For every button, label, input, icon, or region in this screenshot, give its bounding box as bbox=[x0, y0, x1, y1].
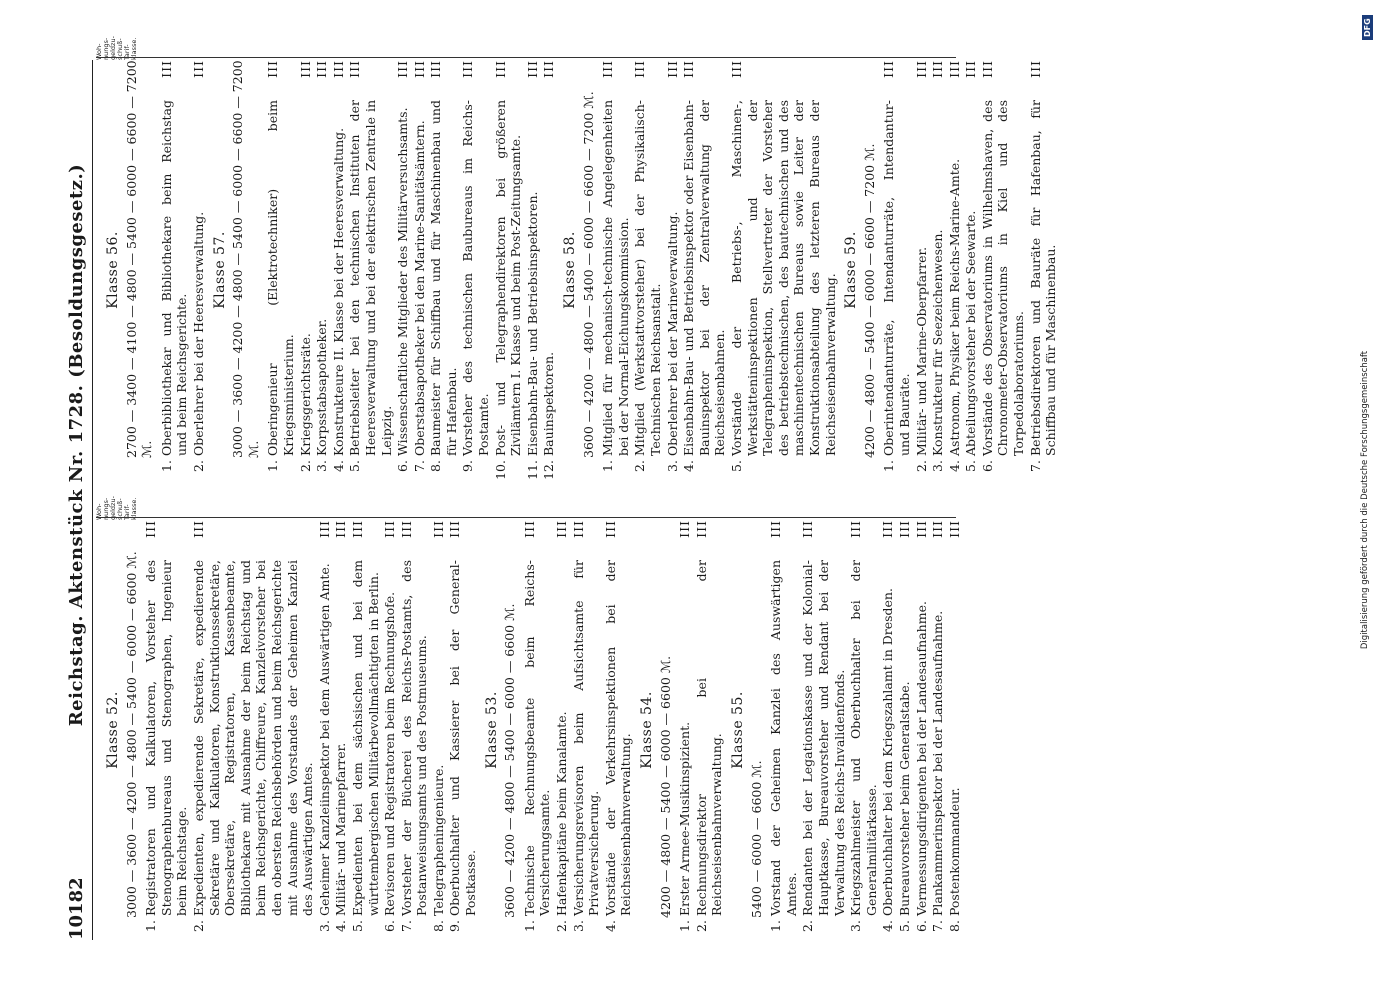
item-number: 6. bbox=[913, 920, 929, 932]
list-item bbox=[800, 520, 847, 940]
item-number: 8. bbox=[946, 920, 962, 932]
item-number: 7. bbox=[411, 460, 427, 472]
item-text: Vorstände der Verkehrsinspektionen bei der Reichseisenbahnverwaltung. bbox=[602, 560, 634, 916]
tariff-class: III bbox=[333, 520, 349, 538]
item-number: 1. bbox=[521, 920, 537, 932]
item-text: Telegrapheningenieure. bbox=[430, 764, 446, 916]
list-item bbox=[412, 60, 428, 480]
class-heading: Klasse 54. bbox=[639, 691, 655, 769]
list-item bbox=[600, 60, 631, 480]
list-item bbox=[665, 60, 681, 480]
item-number: 5. bbox=[349, 920, 365, 932]
list-item bbox=[930, 60, 946, 480]
digitization-credit: Digitalisierung gefördert durch die Deutsche Forschungsgemeinschaft bbox=[1360, 350, 1370, 650]
list-item bbox=[298, 60, 314, 480]
item-text: Vermessungsdirigenten bei der Landesaufnahme. bbox=[913, 601, 929, 916]
tariff-class: III bbox=[297, 60, 313, 78]
item-number: 1. bbox=[265, 460, 281, 472]
list-item bbox=[143, 520, 190, 940]
list-item bbox=[681, 60, 728, 480]
item-text: Rechnungsdirektor bei der Reichseisenbahnverwaltung. bbox=[693, 560, 725, 916]
tariff-class: III bbox=[681, 60, 697, 78]
item-text: Erster Armee-Musikinspizient. bbox=[677, 721, 693, 916]
item-text: Bauinspektoren. bbox=[541, 351, 557, 456]
list-item bbox=[447, 520, 478, 940]
item-text: Vorstände der Betriebs-, Maschinen-, Werkstätteninspektionen und der Telegrapheninspektion, Stellvertreter der Vorsteher des betriebstechnischen, des bautechnischen und des maschinentechnischen Bureaus sowie Leiter der Konstruktionsabteilung des letzteren Bureaus der Reichseisenbahnverwaltung. bbox=[728, 100, 838, 456]
list-item bbox=[881, 60, 912, 480]
page-header bbox=[56, 60, 96, 940]
item-text: Baumeister für Schiffbau und für Maschinenbau und für Hafenbau. bbox=[428, 100, 459, 456]
item-number: 3. bbox=[848, 920, 864, 932]
tariff-class: III bbox=[677, 520, 693, 538]
item-text: Konstrukteur für Seezeichenwesen. bbox=[930, 229, 946, 456]
list-item bbox=[265, 60, 296, 480]
item-text: Plankammerinspektor bei der Landesaufnahme. bbox=[930, 610, 946, 916]
item-number: 6. bbox=[395, 460, 411, 472]
salary-scale: 4200 — 4800 — 5400 — 6000 — 6600 — 7200 ℳ. bbox=[861, 143, 877, 458]
list-item bbox=[930, 520, 946, 940]
tariff-class: III bbox=[913, 520, 929, 538]
list-item bbox=[1028, 60, 1059, 480]
list-item bbox=[191, 60, 207, 480]
item-number: 1. bbox=[600, 460, 616, 472]
item-number: 6. bbox=[979, 460, 995, 472]
list-item bbox=[554, 520, 570, 940]
item-text: Postenkommandeur. bbox=[946, 787, 962, 916]
tariff-class: III bbox=[330, 60, 346, 78]
item-number: 7. bbox=[398, 920, 414, 932]
list-item bbox=[541, 60, 557, 480]
item-text: Abteilungsvorsteher bei der Seewarte. bbox=[963, 210, 979, 456]
item-text: Militär- und Marinepfarrer. bbox=[333, 742, 349, 916]
list-item bbox=[677, 520, 693, 940]
item-number: 3. bbox=[664, 460, 680, 472]
item-text: Technische Rechnungsbeamte beim Reichs-Versicherungsamte. bbox=[521, 560, 553, 916]
list-item bbox=[431, 520, 447, 940]
tariff-class: III bbox=[395, 60, 411, 78]
item-number: 3. bbox=[314, 460, 330, 472]
class-heading: Klasse 52. bbox=[105, 691, 121, 769]
item-number: 5. bbox=[963, 460, 979, 472]
salary-scale: 3600 — 4200 — 4800 — 5400 — 6000 — 6600 ℳ. bbox=[502, 603, 518, 918]
class-heading: Klasse 57. bbox=[211, 231, 228, 309]
tariff-class: III bbox=[570, 520, 586, 538]
salary-scale: 3600 — 4200 — 4800 — 5400 — 6000 — 6600 — 7200 ℳ. bbox=[580, 91, 596, 458]
column-divider bbox=[96, 517, 956, 518]
item-text: Vorsteher der Bücherei des Reichs-Postamts, des Postanweisungsamts und des Postmuseums. bbox=[398, 560, 430, 916]
list-item bbox=[603, 520, 634, 940]
item-text: Mitglied für mechanisch-technische Angelegenheiten bei der Normal-Eichungskommission. bbox=[600, 100, 631, 456]
item-number: 2. bbox=[913, 460, 929, 472]
list-item bbox=[493, 60, 524, 480]
item-number: 2. bbox=[190, 920, 206, 932]
tariff-class: III bbox=[460, 60, 476, 78]
item-text: Hafenkapitäne beim Kanalamte. bbox=[554, 711, 570, 916]
item-text: Oberbuchhalter bei dem Kriegszahlamt in Dresden. bbox=[880, 588, 896, 916]
item-number: 1. bbox=[881, 460, 897, 472]
item-number: 7. bbox=[1027, 460, 1043, 472]
tariff-class: III bbox=[265, 60, 281, 78]
salary-scale: 3000 — 3600 — 4200 — 4800 — 5400 — 6000 — 6600 — 7200 ℳ. bbox=[230, 60, 261, 458]
item-number: 1. bbox=[158, 460, 174, 472]
list-item bbox=[191, 520, 316, 940]
tariff-class: III bbox=[524, 60, 540, 78]
item-text: Betriebsdirektoren und Bauräte für Hafenbau, für Schiffbau und für Maschinenbau. bbox=[1027, 100, 1059, 456]
tariff-class: III bbox=[930, 60, 946, 78]
item-text: Oberbibliothekar und Bibliothekare beim Reichstag und beim Reichsgerichte. bbox=[158, 100, 190, 456]
tariff-class: III bbox=[848, 520, 864, 538]
list-item bbox=[428, 60, 459, 480]
tariff-class: III bbox=[316, 520, 332, 538]
tariff-class: III bbox=[1027, 60, 1043, 78]
tariff-class: III bbox=[979, 60, 995, 78]
item-text: Vorsteher des technischen Baubureaus im Reichs-Postamte. bbox=[460, 100, 492, 456]
item-number: 1. bbox=[143, 920, 159, 932]
item-number: 2. bbox=[190, 460, 206, 472]
tariff-class: III bbox=[411, 60, 427, 78]
item-number: 2. bbox=[800, 920, 816, 932]
list-item bbox=[395, 60, 411, 480]
item-text: Geheimer Kanzleiinspektor bei dem Auswärtigen Amte. bbox=[316, 563, 332, 916]
item-number: 3. bbox=[316, 920, 332, 932]
list-item bbox=[632, 60, 663, 480]
salary-scale: 5400 — 6000 — 6600 ℳ. bbox=[748, 760, 764, 918]
tariff-class: III bbox=[963, 60, 979, 78]
tariff-column-header: Woh- nungs- geldzu- schuß- Tarif- klasse. bbox=[95, 36, 138, 60]
item-text: Registratoren und Kalkulatoren, Vorsteher des Stenographenbureaus und Stenographen, Ingenieur beim Reichstage. bbox=[143, 560, 190, 916]
tariff-class: III bbox=[521, 520, 537, 538]
tariff-class: III bbox=[946, 520, 962, 538]
item-text: Kriegszahlmeister und Oberbuchhalter bei der Generalmilitärkasse. bbox=[848, 560, 879, 916]
tariff-class: III bbox=[554, 520, 570, 538]
item-text: Korpsstabsapotheker. bbox=[314, 318, 330, 456]
item-text: Vorstand der Geheimen Kanzlei des Auswärtigen Amtes. bbox=[768, 560, 799, 916]
list-item bbox=[525, 60, 541, 480]
item-text: Vorstände des Observatoriums in Wilhelmshaven, des Chronometer-Observatoriums in Kiel und des Torpedolaboratoriums. bbox=[979, 100, 1027, 456]
item-number: 2. bbox=[554, 920, 570, 932]
item-number: 7. bbox=[930, 920, 946, 932]
item-number: 5. bbox=[728, 460, 744, 472]
class-heading: Klasse 55. bbox=[729, 691, 746, 769]
item-number: 9. bbox=[447, 920, 463, 932]
item-number: 3. bbox=[570, 920, 586, 932]
list-item bbox=[768, 520, 799, 940]
item-number: 12. bbox=[541, 460, 557, 480]
column-divider bbox=[96, 57, 956, 58]
list-item bbox=[848, 520, 879, 940]
item-text: Oberingenieur (Elektrotechniker) beim Kriegsministerium. bbox=[265, 100, 296, 456]
list-item bbox=[333, 520, 349, 940]
item-number: 5. bbox=[347, 460, 363, 472]
tariff-class: III bbox=[143, 520, 159, 538]
tariff-class: III bbox=[913, 60, 929, 78]
list-item bbox=[399, 520, 430, 940]
salary-scale: 3000 — 3600 — 4200 — 4800 — 5400 — 6000 — 6600 ℳ. bbox=[123, 551, 139, 918]
list-item bbox=[914, 60, 930, 480]
tariff-class: III bbox=[430, 520, 446, 538]
item-text: Oberlehrer bei der Marineverwaltung. bbox=[664, 211, 680, 456]
item-number: 2. bbox=[693, 920, 709, 932]
item-text: Mitglied (Werkstattvorsteher) bei der Physikalisch-Technischen Reichsanstalt. bbox=[632, 100, 663, 456]
item-text: Astronom, Physiker beim Reichs-Marine-Amte. bbox=[946, 158, 962, 456]
item-number: 8. bbox=[430, 920, 446, 932]
tariff-class: III bbox=[946, 60, 962, 78]
tariff-class: III bbox=[190, 60, 206, 78]
item-number: 8. bbox=[428, 460, 444, 472]
class-heading: Klasse 56. bbox=[105, 231, 121, 309]
list-item bbox=[317, 520, 333, 940]
list-item bbox=[897, 520, 913, 940]
item-text: Rendanten bei der Legationskasse und der Kolonial-Hauptkasse, Bureauvorsteher und Rendant bei der Verwaltung des Reichs-Invalidenfonds. bbox=[800, 560, 847, 916]
page-number: 10182 bbox=[65, 877, 87, 940]
tariff-class: III bbox=[428, 60, 444, 78]
dfg-logo: DFG bbox=[1362, 15, 1373, 40]
item-text: Betriebsleiter bei den technischen Instituten der Heeresverwaltung und bei der elektrischen Zentrale in Leipzig. bbox=[347, 100, 394, 456]
list-item bbox=[980, 60, 1027, 480]
tariff-class: III bbox=[880, 520, 896, 538]
item-number: 4. bbox=[946, 460, 962, 472]
list-item bbox=[963, 60, 979, 480]
item-text: Kriegsgerichtsräte. bbox=[297, 333, 313, 456]
left-column bbox=[100, 520, 963, 940]
tariff-class: III bbox=[541, 60, 557, 78]
tariff-column-header: Woh- nungs- geldzu- schuß- Tarif- klasse. bbox=[95, 496, 138, 520]
tariff-class: III bbox=[600, 60, 616, 78]
header-rule bbox=[92, 60, 93, 940]
item-number: 4. bbox=[681, 460, 697, 472]
list-item bbox=[350, 520, 381, 940]
item-number: 10. bbox=[492, 460, 508, 480]
list-item bbox=[947, 520, 963, 940]
item-text: Expedienten, expedierende Sekretäre, expedierende Sekretäre und Kalkulatoren, Konstruktionssekretäre, Obersekretäre, Registratoren, Kassenbeamte, Bibliothekare mit Ausnahme der beim Reichstag und beim Reichsgerichte, Chiffreure, Kanzleivorsteher bei den obersten Reichsbehörden und beim Reichsgerichte mit Ausnahme des Vorstandes der Geheimen Kanzlei des Auswärtigen Amtes. bbox=[190, 560, 316, 916]
tariff-class: III bbox=[632, 60, 648, 78]
item-number: 4. bbox=[330, 460, 346, 472]
tariff-class: III bbox=[349, 520, 365, 538]
item-text: Konstrukteure II. Klasse bei der Heeresverwaltung. bbox=[330, 127, 346, 456]
item-number: 4. bbox=[333, 920, 349, 932]
list-item bbox=[159, 60, 190, 480]
list-item bbox=[880, 520, 896, 940]
tariff-class: III bbox=[693, 520, 709, 538]
item-number: 2. bbox=[297, 460, 313, 472]
list-item bbox=[914, 520, 930, 940]
tariff-class: III bbox=[492, 60, 508, 78]
item-text: Militär- und Marine-Oberpfarrer. bbox=[913, 246, 929, 456]
item-text: Oberintendanturräte, Intendanturräte, Intendantur- und Bauräte. bbox=[881, 100, 912, 456]
item-number: 11. bbox=[524, 460, 540, 480]
tariff-class: III bbox=[768, 520, 784, 538]
right-column bbox=[100, 60, 1060, 480]
list-item bbox=[382, 520, 398, 940]
list-item bbox=[314, 60, 330, 480]
item-number: 4. bbox=[602, 920, 618, 932]
tariff-class: III bbox=[602, 520, 618, 538]
item-number: 3. bbox=[930, 460, 946, 472]
item-text: Oberlehrer bei der Heeresverwaltung. bbox=[190, 211, 206, 456]
item-number: 2. bbox=[632, 460, 648, 472]
item-text: Wissenschaftliche Mitglieder des Militärversuchsamts. bbox=[395, 107, 411, 456]
page-title: Reichstag. Aktenstück Nr. 1728. (Besoldungsgesetz.) bbox=[65, 163, 87, 727]
class-heading: Klasse 59. bbox=[843, 231, 860, 309]
item-text: Bureauvorsteher beim Generalstabe. bbox=[896, 681, 912, 916]
tariff-class: III bbox=[398, 520, 414, 538]
list-item bbox=[571, 520, 602, 940]
tariff-class: III bbox=[190, 520, 206, 538]
tariff-class: III bbox=[800, 520, 816, 538]
list-item bbox=[694, 520, 725, 940]
tariff-class: III bbox=[447, 520, 463, 538]
item-number: 9. bbox=[460, 460, 476, 472]
list-item bbox=[947, 60, 963, 480]
tariff-class: III bbox=[728, 60, 744, 78]
tariff-class: III bbox=[896, 520, 912, 538]
item-number: 5. bbox=[896, 920, 912, 932]
item-text: Eisenbahn-Bau- und Betriebsinspektoren. bbox=[524, 191, 540, 456]
list-item bbox=[347, 60, 394, 480]
item-number: 4. bbox=[880, 920, 896, 932]
item-text: Expedienten bei dem sächsischen und bei dem württembergischen Militärbevollmächtigten in Berlin. bbox=[349, 560, 381, 916]
list-item bbox=[331, 60, 347, 480]
class-heading: Klasse 53. bbox=[483, 691, 500, 769]
list-item bbox=[460, 60, 491, 480]
item-text: Post- und Telegraphendirektoren bei größeren Zivilämtern I. Klasse und beim Post-Zeitungsamte. bbox=[492, 100, 524, 456]
item-number: 1. bbox=[768, 920, 784, 932]
tariff-class: III bbox=[347, 60, 363, 78]
salary-scale: 2700 — 3400 — 4100 — 4800 — 5400 — 6000 — 6600 — 7200 ℳ. bbox=[123, 60, 155, 458]
list-item bbox=[729, 60, 838, 480]
class-heading: Klasse 58. bbox=[562, 231, 579, 309]
tariff-class: III bbox=[382, 520, 398, 538]
item-text: Revisoren und Registratoren beim Rechnungshofe. bbox=[382, 591, 398, 916]
item-number: 6. bbox=[382, 920, 398, 932]
item-number: 1. bbox=[677, 920, 693, 932]
item-text: Versicherungsrevisoren beim Aufsichtsamte für Privatversicherung. bbox=[570, 560, 602, 916]
tariff-class: III bbox=[881, 60, 897, 78]
tariff-class: III bbox=[314, 60, 330, 78]
tariff-class: III bbox=[664, 60, 680, 78]
item-text: Oberstabsapotheker bei den Marine-Sanitätsämtern. bbox=[411, 120, 427, 456]
salary-scale: 4200 — 4800 — 5400 — 6000 — 6600 ℳ. bbox=[657, 655, 673, 918]
item-text: Oberbuchhalter und Kassierer bei der General-Postkasse. bbox=[447, 560, 479, 916]
item-text: Eisenbahn-Bau- und Betriebsinspektor oder Eisenbahn-Bauinspektor bei der Zentralverwaltung der Reichseisenbahnen. bbox=[681, 100, 728, 456]
tariff-class: III bbox=[158, 60, 174, 78]
tariff-class: III bbox=[930, 520, 946, 538]
list-item bbox=[522, 520, 553, 940]
